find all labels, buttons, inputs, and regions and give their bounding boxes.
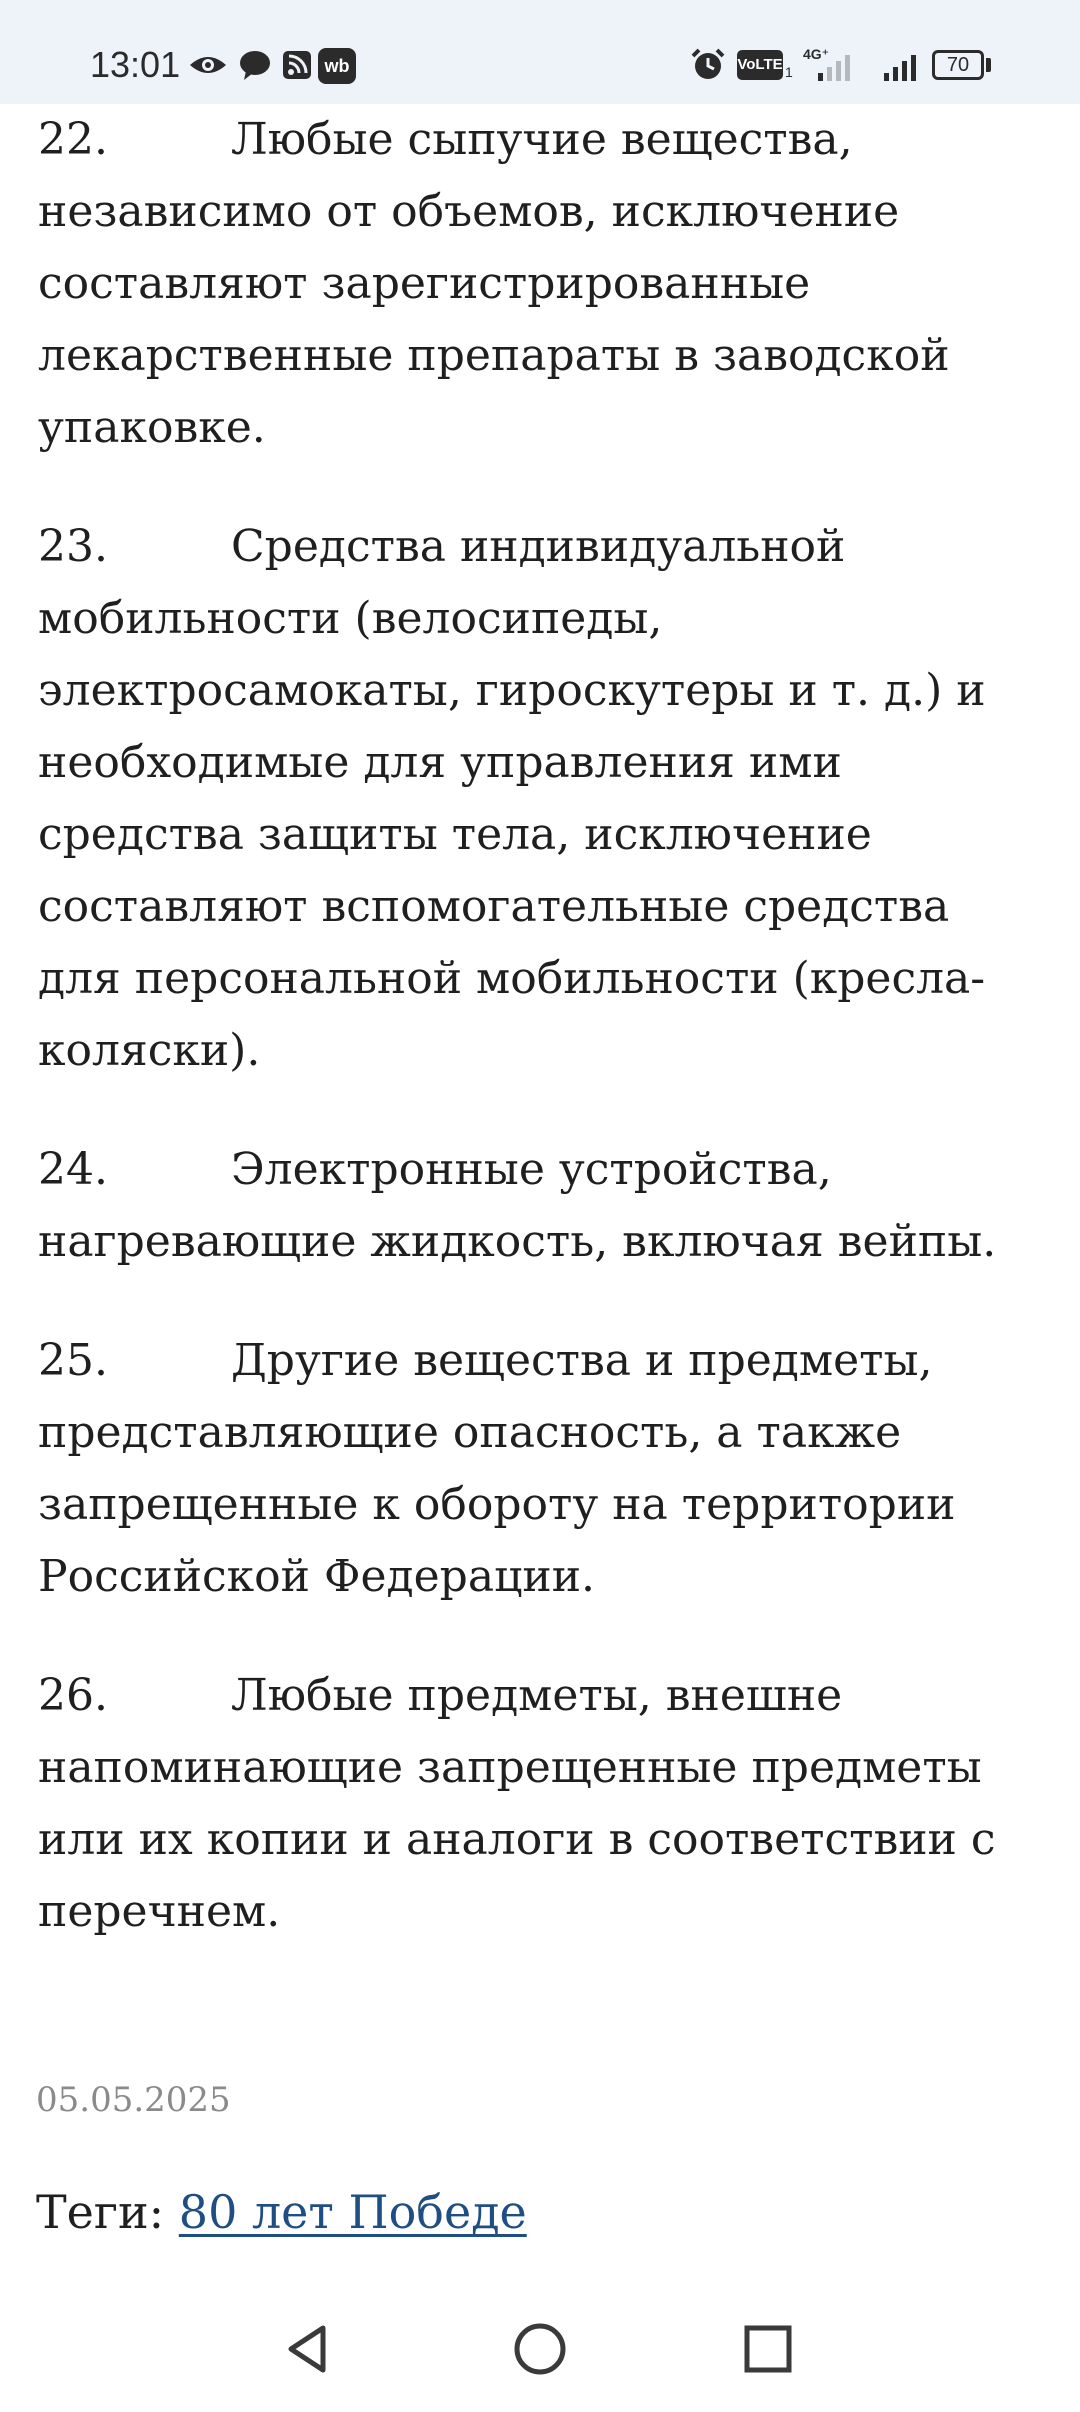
alarm-icon xyxy=(690,47,726,83)
navigation-bar xyxy=(0,2292,1080,2412)
sim-1-label: 1 xyxy=(785,64,793,80)
status-bar xyxy=(0,0,1080,104)
signal-icon xyxy=(880,47,926,83)
eye-icon xyxy=(188,47,228,83)
rule-text: Любые сыпучие вещества, независимо от объемов, исключение составляют зарегистрированные лекарственные препараты в заводской упаковке. xyxy=(38,114,950,453)
rule-number: 22. xyxy=(38,114,108,165)
rule-number: 25. xyxy=(38,1335,108,1386)
rule-number: 24. xyxy=(38,1144,108,1195)
chat-bubble-icon xyxy=(238,47,272,83)
rule-number: 23. xyxy=(38,521,108,572)
rule-text: Средства индивидуальной мобильности (велосипеды, электросамокаты, гироскутеры и т. д.) и необходимые для управления ими средства защиты тела, исключение составляют вспомогательные средства для персональной мобильности (кресла-коляски). xyxy=(38,521,986,1076)
volte-icon: VoLTE xyxy=(737,50,783,80)
tag-link[interactable]: 80 лет Победе xyxy=(178,2185,527,2239)
back-icon[interactable] xyxy=(273,2314,343,2384)
rule-text: Другие вещества и предметы, представляющие опасность, а также запрещенные к обороту на территории Российской Федерации. xyxy=(38,1335,956,1602)
rule-text: Электронные устройства, нагревающие жидкость, включая вейпы. xyxy=(38,1144,997,1267)
network-type-label: 4G⁺ xyxy=(803,46,830,62)
rule-item xyxy=(38,104,1042,464)
rule-item xyxy=(38,1660,1042,1948)
rule-text: Любые предметы, внешне напоминающие запрещенные предметы или их копии и аналоги в соответствии с перечнем. xyxy=(38,1670,996,1937)
tags-row xyxy=(36,2180,527,2244)
article-date: 05.05.2025 xyxy=(36,2080,231,2120)
home-icon[interactable] xyxy=(505,2314,575,2384)
rule-number: 26. xyxy=(38,1670,108,1721)
recents-icon[interactable] xyxy=(733,2314,803,2384)
signal-4g-icon xyxy=(800,47,860,83)
wb-icon: wb xyxy=(318,48,356,84)
battery-icon: 70 xyxy=(932,50,984,80)
rule-item xyxy=(38,511,1042,1087)
tags-label: Теги: xyxy=(36,2185,165,2239)
article-body xyxy=(38,104,1042,1948)
rule-item xyxy=(38,1134,1042,1278)
status-time: 13:01 xyxy=(90,44,181,85)
rss-icon xyxy=(282,47,312,83)
battery-tip xyxy=(986,58,991,72)
rule-item xyxy=(38,1325,1042,1613)
